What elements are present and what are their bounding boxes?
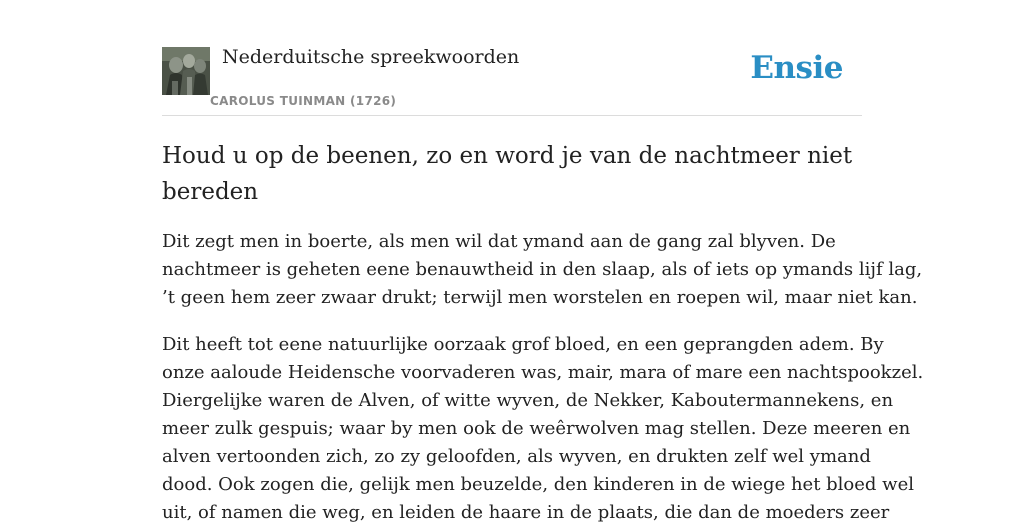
paragraph-1 xyxy=(162,228,923,312)
paragraph-line: onze aaloude Heidensche voorvaderen was, mair, mara of mare een nachtspookzel. xyxy=(162,362,924,383)
paragraph-line: Dit zegt men in boerte, als men wil dat ymand aan de gang zal blyven. De xyxy=(162,231,836,252)
content-column xyxy=(162,0,924,527)
paragraph-line: alven vertoonden zich, zo zy geloofden, als wyven, en drukten zelf wel ymand xyxy=(162,446,871,467)
paragraph-line: Dit heeft tot eene natuurlijke oorzaak grof bloed, en een geprangden adem. By xyxy=(162,334,884,355)
paragraph-line: Diergelijke waren de Alven, of witte wyven, de Nekker, Kaboutermannekens, en xyxy=(162,390,894,411)
paragraph-line: dood. Ook zogen die, gelijk men beuzelde, den kinderen in de wiege het bloed wel xyxy=(162,474,914,495)
entry-headline: Houd u op de beenen, zo en word je van de nachtmeer niet bereden xyxy=(162,143,853,205)
page-header xyxy=(162,0,862,116)
book-title[interactable]: Nederduitsche spreekwoorden xyxy=(222,46,520,68)
author-avatar[interactable] xyxy=(162,47,210,95)
paragraph-line: meer zulk gespuis; waar by men ook de weêrwolven mag stellen. Deze meeren en xyxy=(162,418,911,439)
paragraph-line: ’t geen hem zeer zwaar drukt; terwijl men worstelen en roepen wil, maar niet kan. xyxy=(162,287,918,308)
paragraph-2 xyxy=(162,331,924,527)
site-logo[interactable]: Ensie xyxy=(750,50,843,86)
author-name[interactable]: CAROLUS TUINMAN (1726) xyxy=(210,94,397,108)
paragraph-line: uit, of namen die weg, en leiden de haare in de plaats, die dan de moeders zeer xyxy=(162,502,890,523)
paragraph-line: nachtmeer is geheten eene benauwtheid in den slaap, als of iets op ymands lijf lag, xyxy=(162,259,923,280)
portrait-icon xyxy=(162,47,210,95)
